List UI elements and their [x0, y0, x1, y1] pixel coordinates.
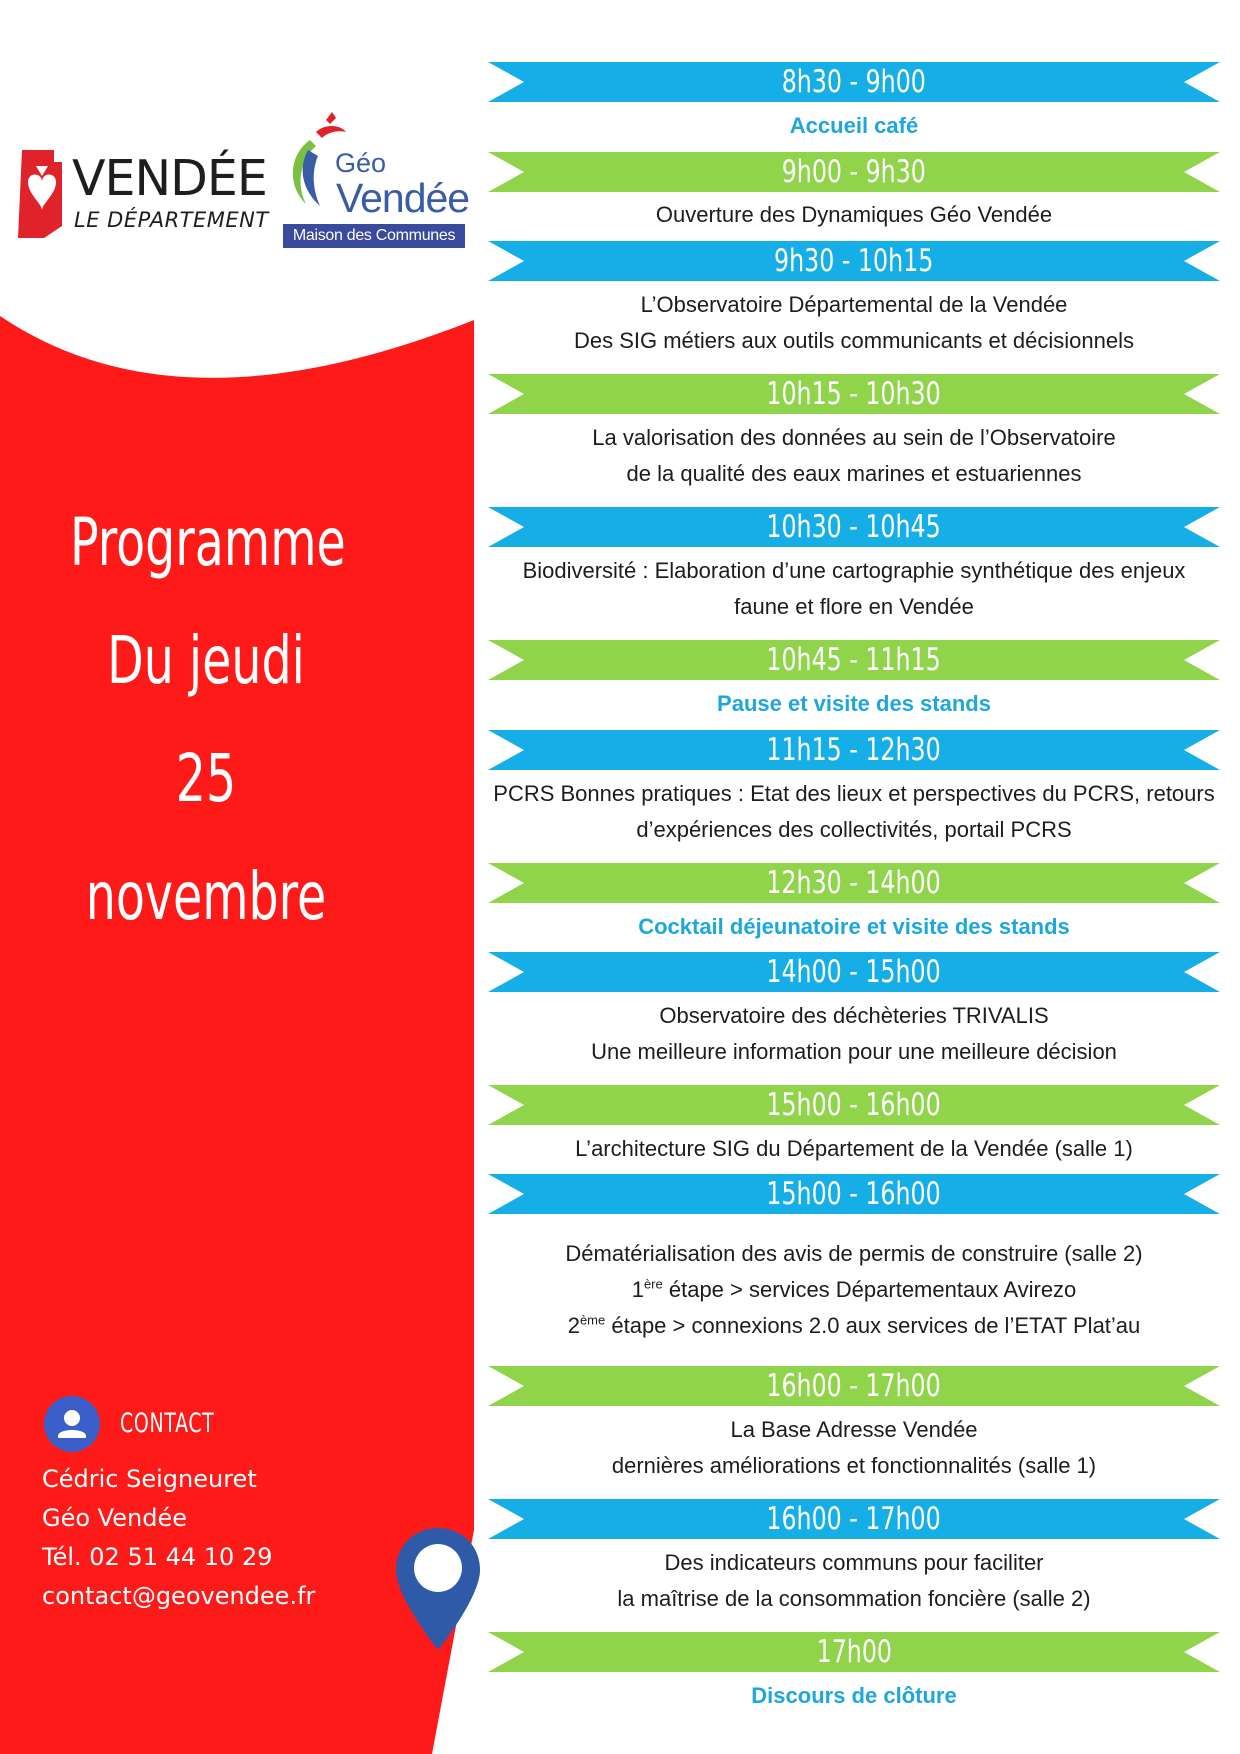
time-slot	[488, 1366, 1220, 1406]
session-line: dernières améliorations et fonctionnalités (salle 1)	[611, 1453, 1097, 1478]
step-text: étape > services Départementaux Avirezo	[662, 1277, 1077, 1302]
time-band	[488, 62, 1220, 102]
maison-des-communes-banner: Maison des Communes	[283, 224, 465, 248]
time-slot-text: 15h00 - 16h00	[766, 1176, 942, 1212]
title-line-4: novembre	[85, 858, 327, 935]
session-line: L’Observatoire Départemental de la Vendée	[640, 292, 1068, 317]
time-slot-text: 9h30 - 10h15	[774, 243, 934, 279]
session-description	[488, 287, 1220, 359]
time-slot	[488, 1085, 1220, 1125]
session-description	[488, 1412, 1220, 1484]
vendee-departement-logo	[14, 146, 269, 242]
time-slot-text: 9h00 - 9h30	[781, 154, 927, 190]
session-line: La valorisation des données au sein de l’Observatoire	[592, 425, 1116, 450]
session-line: Dématérialisation des avis de permis de construire (salle 2)	[565, 1241, 1143, 1266]
session-line: faune et flore en Vendée	[734, 594, 974, 619]
time-band	[488, 1085, 1220, 1125]
title-line-1: Programme	[70, 504, 346, 581]
time-slot	[488, 241, 1220, 281]
time-slot-text: 10h45 - 11h15	[766, 642, 942, 678]
session-description	[488, 1678, 1220, 1714]
time-band	[488, 863, 1220, 903]
time-band	[488, 640, 1220, 680]
time-slot	[488, 730, 1220, 770]
session-description	[488, 998, 1220, 1070]
session-line: Des indicateurs communs pour faciliter	[664, 1550, 1044, 1575]
time-slot	[488, 152, 1220, 192]
time-band	[488, 730, 1220, 770]
time-slot-text: 15h00 - 16h00	[766, 1087, 942, 1123]
time-slot	[488, 1174, 1220, 1214]
vendee-name: VENDÉE	[72, 150, 267, 207]
time-band	[488, 152, 1220, 192]
user-icon	[44, 1396, 100, 1452]
session-description	[488, 909, 1220, 945]
step-text: étape > connexions 2.0 aux services de l’ETAT Plat’au	[605, 1313, 1141, 1338]
time-slot	[488, 1499, 1220, 1539]
time-slot-text: 14h00 - 15h00	[766, 954, 942, 990]
time-slot-text: 8h30 - 9h00	[781, 64, 927, 100]
contact-name: Cédric Seigneuret	[42, 1465, 257, 1493]
session-line: la maîtrise de la consommation foncière (salle 2)	[617, 1586, 1091, 1611]
geo-word: Géo	[335, 148, 387, 178]
time-band	[488, 1174, 1220, 1214]
schedule	[488, 0, 1220, 1754]
session-line: Ouverture des Dynamiques Géo Vendée	[655, 202, 1053, 227]
step-ordinal: ère	[643, 1276, 663, 1292]
time-slot-text: 10h30 - 10h45	[766, 509, 942, 545]
time-band	[488, 952, 1220, 992]
time-band	[488, 1632, 1220, 1672]
time-slot-text: 16h00 - 17h00	[766, 1368, 942, 1404]
session-line: Des SIG métiers aux outils communicants et décisionnels	[573, 328, 1134, 353]
session-line: Observatoire des déchèteries TRIVALIS	[659, 1003, 1049, 1028]
session-description	[488, 420, 1220, 492]
session-line: Pause et visite des stands	[717, 691, 991, 716]
session-step	[488, 1308, 1220, 1344]
vendee-subtitle: LE DÉPARTEMENT	[74, 208, 269, 232]
title-line-2: Du jeudi	[107, 622, 305, 699]
step-ordinal: ème	[579, 1312, 606, 1328]
time-slot-text: 10h15 - 10h30	[766, 376, 942, 412]
time-slot	[488, 374, 1220, 414]
time-band	[488, 507, 1220, 547]
session-description	[488, 108, 1220, 144]
session-line: Biodiversité : Elaboration d’une cartographie synthétique des enjeux	[522, 558, 1186, 583]
contact-email[interactable]: contact@geovendee.fr	[42, 1582, 316, 1610]
session-line: Une meilleure information pour une meilleure décision	[591, 1039, 1117, 1064]
time-slot	[488, 1632, 1220, 1672]
time-band	[488, 241, 1220, 281]
contact-org: Géo Vendée	[42, 1504, 187, 1532]
geo-vendee-logo	[280, 110, 470, 250]
time-slot-text: 17h00	[816, 1634, 892, 1670]
title-line-3: 25	[175, 740, 237, 817]
time-slot	[488, 863, 1220, 903]
session-line: de la qualité des eaux marines et estuariennes	[626, 461, 1082, 486]
session-step	[488, 1272, 1220, 1308]
vendee-heart-emblem-icon	[14, 146, 70, 242]
session-line: Discours de clôture	[751, 1683, 957, 1708]
contact-details	[42, 1460, 315, 1616]
session-description	[488, 776, 1220, 848]
session-description	[488, 1131, 1220, 1167]
step-number: 1	[631, 1277, 644, 1302]
session-line: d’expériences des collectivités, portail PCRS	[636, 817, 1072, 842]
time-slot-text: 16h00 - 17h00	[766, 1501, 942, 1537]
session-line: Cocktail déjeunatoire et visite des stands	[638, 914, 1070, 939]
time-band	[488, 1499, 1220, 1539]
time-slot-text: 11h15 - 12h30	[766, 732, 942, 768]
time-slot	[488, 952, 1220, 992]
time-slot	[488, 62, 1220, 102]
session-line: Accueil café	[789, 113, 919, 138]
time-band	[488, 374, 1220, 414]
vendee-word: Vendée	[336, 175, 470, 221]
time-slot-text: 12h30 - 14h00	[766, 865, 942, 901]
contact-phone[interactable]: Tél. 02 51 44 10 29	[42, 1543, 273, 1571]
time-slot	[488, 640, 1220, 680]
session-description	[488, 553, 1220, 625]
session-description	[488, 1236, 1220, 1344]
session-description	[488, 686, 1220, 722]
time-band	[488, 1366, 1220, 1406]
step-number: 2	[567, 1313, 580, 1338]
session-line: L’architecture SIG du Département de la Vendée (salle 1)	[575, 1136, 1133, 1161]
session-line: PCRS Bonnes pratiques : Etat des lieux et perspectives du PCRS, retours	[493, 781, 1215, 806]
contact-heading: CONTACT	[120, 1408, 215, 1439]
session-description	[488, 1545, 1220, 1617]
session-line: La Base Adresse Vendée	[730, 1417, 978, 1442]
programme-title	[36, 484, 376, 956]
session-description	[488, 197, 1220, 233]
location-pin-icon	[392, 1524, 484, 1654]
time-slot	[488, 507, 1220, 547]
